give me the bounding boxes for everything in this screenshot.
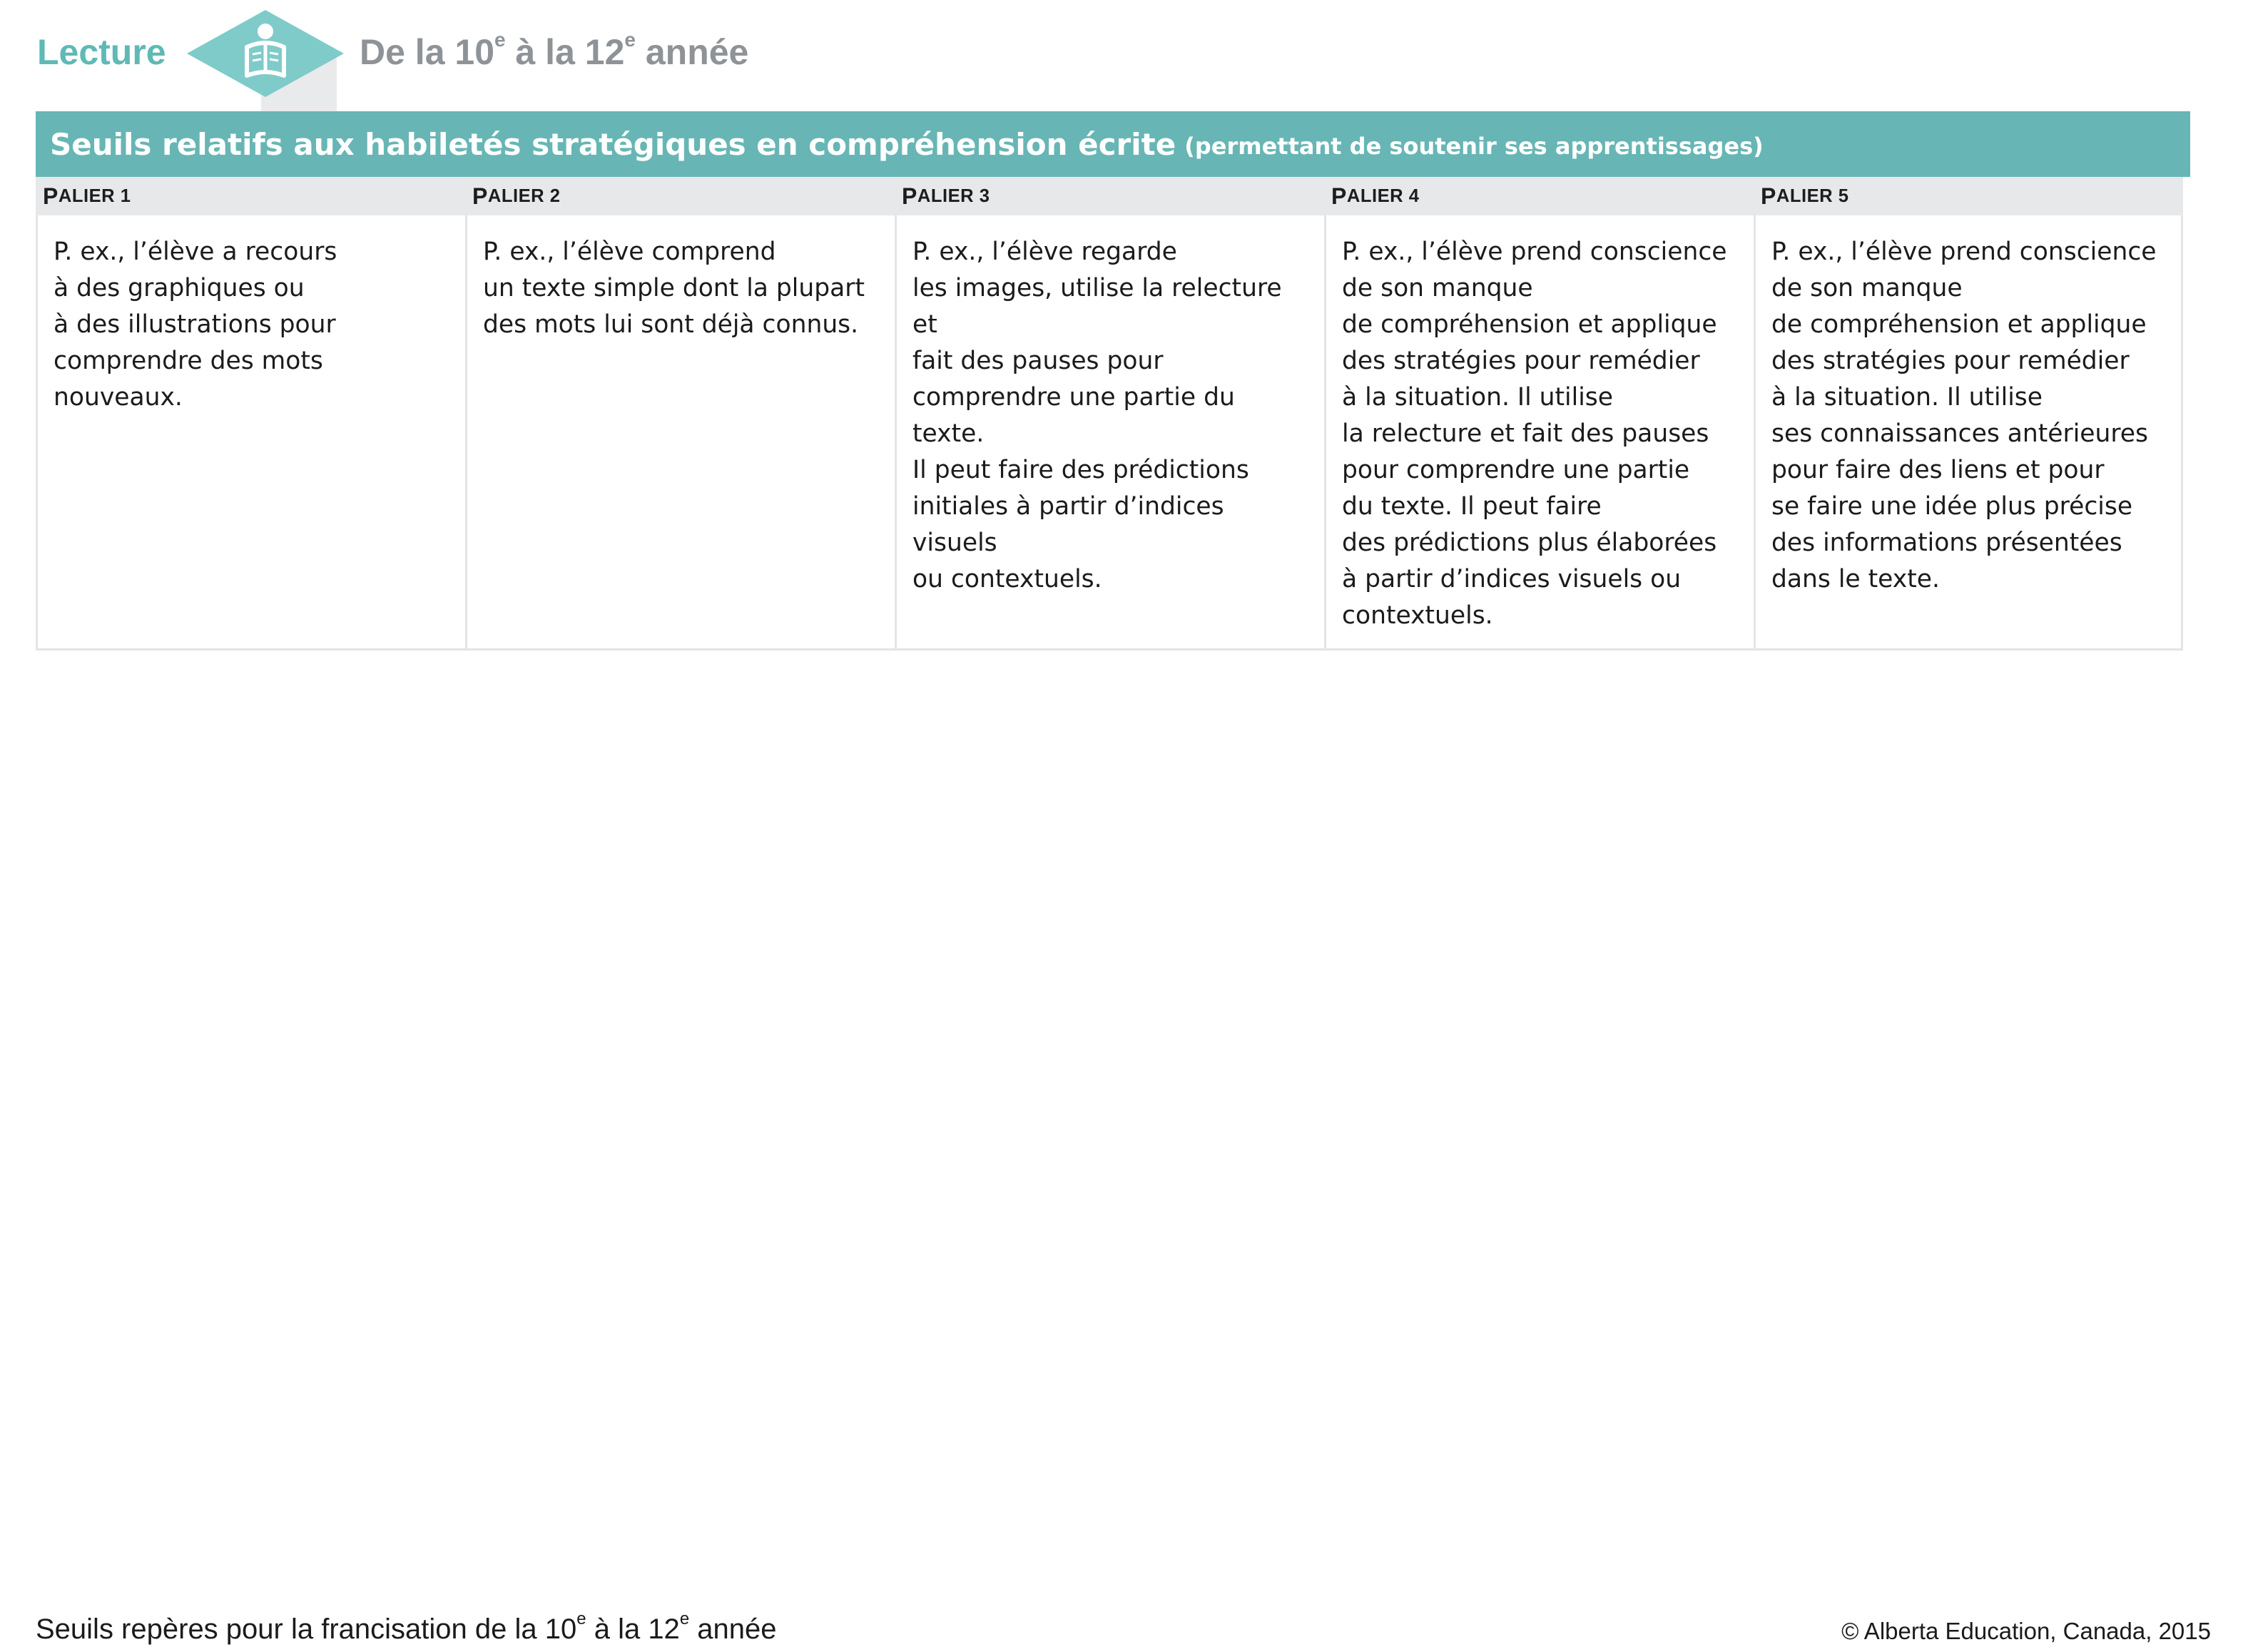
table-title-main: Seuils relatifs aux habiletés stratégiques en compréhension écrite bbox=[50, 126, 1176, 162]
cell-palier-4: P. ex., l’élève prend conscience de son manque de compréhension et applique des stratégies pour remédier à la situation. Il utilise la relecture et fait des pauses pour comprendre une partie du texte. Il peut faire des prédictions plus élaborées à partir d’indices visuels ou contextuels. bbox=[1324, 215, 1754, 651]
reading-book-icon bbox=[187, 10, 344, 97]
column-header-palier-1: P ALIER 1 bbox=[36, 177, 465, 215]
cell-palier-1: P. ex., l’élève a recours à des graphiques ou à des illustrations pour comprendre des mots nouveaux. bbox=[36, 215, 465, 651]
column-header-palier-4: P ALIER 4 bbox=[1324, 177, 1754, 215]
cell-palier-3: P. ex., l’élève regarde les images, utilise la relecture et fait des pauses pour comprendre une partie du texte. Il peut faire des prédictions initiales à partir d’indices visuels ou contextuels. bbox=[895, 215, 1324, 651]
cell-palier-2: P. ex., l’élève comprend un texte simple dont la plupart des mots lui sont déjà connus. bbox=[465, 215, 895, 651]
footer-document-title: Seuils repères pour la francisation de la 10e à la 12e année bbox=[36, 1609, 777, 1645]
section-name: Lecture bbox=[37, 32, 166, 72]
column-header-palier-3: P ALIER 3 bbox=[895, 177, 1324, 215]
footer-copyright: © Alberta Education, Canada, 2015 bbox=[1841, 1618, 2211, 1644]
thresholds-table bbox=[36, 111, 2190, 651]
table-title-subtitle: (permettant de soutenir ses apprentissages) bbox=[1184, 133, 1764, 160]
table-title bbox=[36, 111, 2190, 177]
table-grid bbox=[36, 177, 2183, 651]
grade-title: De la 10e à la 12e année bbox=[360, 29, 749, 72]
cell-palier-5: P. ex., l’élève prend conscience de son manque de compréhension et applique des stratégies pour remédier à la situation. Il utilise ses connaissances antérieures pour faire des liens et pour se faire une idée plus précise des informations présentées dans le texte. bbox=[1754, 215, 2183, 651]
column-header-palier-2: P ALIER 2 bbox=[465, 177, 895, 215]
column-header-palier-5: P ALIER 5 bbox=[1754, 177, 2183, 215]
page-header bbox=[37, 10, 893, 110]
